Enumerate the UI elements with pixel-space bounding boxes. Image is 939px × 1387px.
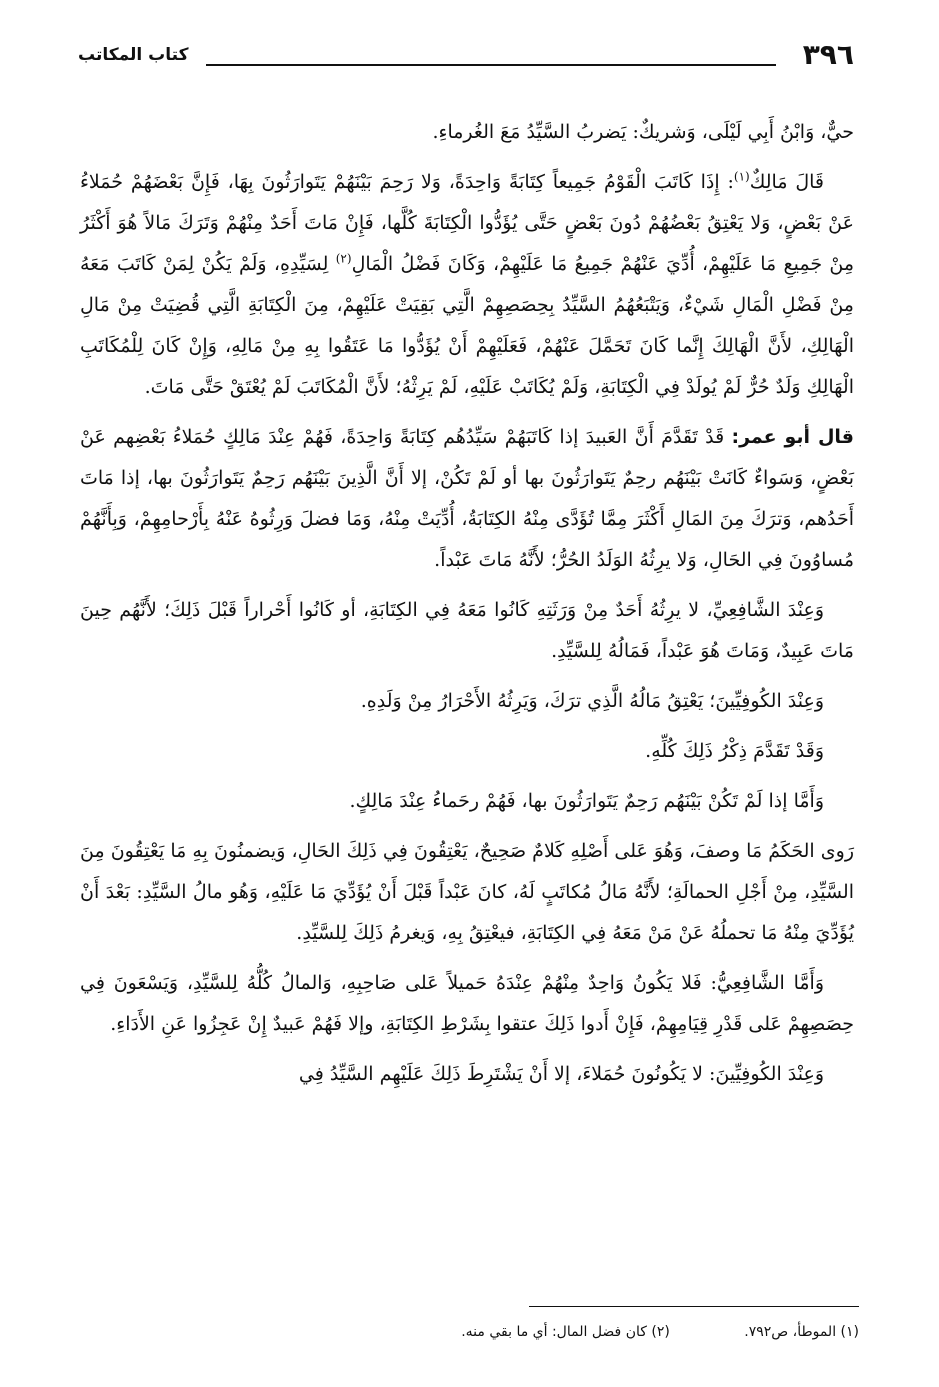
paragraph bbox=[80, 831, 854, 954]
paragraph bbox=[80, 1054, 854, 1095]
chapter-title: كتاب المكاتب bbox=[78, 45, 189, 65]
page-header bbox=[78, 38, 854, 72]
paragraph bbox=[80, 590, 854, 672]
paragraph-text: وَعِنْدَ الشَّافِعِيِّ، لا يرِثُهُ أَحَدٌ مِنْ وَرَثَتِهِ كَانُوا مَعَهُ فِي الكِتَابَةِ، أو كَانُوا أَحْراراً قَبْلَ ذَلِكَ؛ لأَنَّهُم حِينَ مَاتَ عَبِيدٌ، وَمَاتَ هُوَ عَبْداً، فَمَالُهُ لِلسَّيِّدِ. bbox=[80, 599, 854, 662]
paragraph-text: رَوى الحَكَمُ مَا وصفَ، وَهُوَ عَلى أَصْلِهِ كَلامٌ صَحِيحٌ، يَعْتِقُونَ فِي ذَلِكَ الحَالِ، وَيضمنُونَ بِهِ مَا يَعْتِقُونَ مِنَ السَّيِّدِ، مِنْ أَجْلِ الحمالَةِ؛ لأَنَّهُ مَالُ مُكاتَبٍ لَهُ، كانَ عَبْداً قَبْلَ أَنْ يُؤَدِّيَ مَا عَلَيْهِ، وَهُو مالُ السَّيِّدِ: بَعْدَ أَنْ يُؤَدِّيَ مِنْهُ مَا تحملُهُ عَنْ مَنْ مَعَهُ فِي الكِتَابَةِ، فيعْتِقُ بِهِ، وَيغرمُ ذَلِكَ لِلسَّيِّدِ. bbox=[80, 840, 854, 944]
paragraph-text: وَعِنْدَ الكُوفِيِّينَ: لا يَكُونُونَ حُمَلاءَ، إلا أَنْ يَشْتَرِطَ ذَلِكَ عَلَيْهِم السَّيِّدُ فِي bbox=[298, 1063, 824, 1085]
paragraph-text: لِسَيِّدِهِ، وَلَمْ يَكُنْ لِمَنْ كَاتَبَ مَعَهُ مِنْ فَضْلِ الْمَالِ شَيْءٌ، وَيَتْبَعُهُمُ السَّيِّدُ بِحِصَصِهِمْ الَّتِي بَقِيَتْ عَلَيْهِمْ، مِنَ الْكِتَابَةِ الَّتِي قُضِيَتْ مِنْ مَالِ الْهَالِكِ، لأَنَّ الْهَالِكَ إِنَّما كَانَ تَحَمَّلَ عَنْهُمْ، فَعَلَيْهِمْ أَنْ يُؤَدُّوا مَا عَتَقُوا بِهِ مِنْ مَالِهِ، وَإِنْ كَانَ لِلْمُكَاتَبِ الْهَالِكِ وَلَدٌ حُرٌّ لَمْ يُولَدْ فِي الْكِتَابَةِ، وَلَمْ يُكَاتَبْ عَلَيْهِ، لَمْ يَرِثْهُ؛ لأَنَّ الْمُكَاتَبَ لَمْ يُعْتَقْ حَتَّى مَاتَ. bbox=[80, 253, 854, 398]
footnotes bbox=[85, 1318, 859, 1346]
paragraph-text: قَالَ مَالِكٌ bbox=[749, 171, 825, 193]
footnote-rule bbox=[529, 1306, 859, 1307]
paragraph bbox=[80, 681, 854, 722]
header-rule bbox=[206, 64, 776, 66]
paragraph-text: حيٌّ، وَابْنُ أَبِي لَيْلَى، وَشريكٌ: يَضربُ السَّيِّدُ مَعَ الغُرماءِ. bbox=[432, 121, 854, 143]
paragraph-text: وَأَمَّا إذا لَمْ تَكُنْ بَيْنَهُم رَحِمٌ يَتَوارَثُونَ بها، فَهُمْ رحَماءُ عِنْدَ مَالِكٍ. bbox=[349, 790, 824, 812]
paragraph-abu-umar bbox=[80, 417, 854, 581]
paragraph-text: وَقَدْ تَقَدَّمَ ذِكْرُ ذَلِكَ كُلِّهِ. bbox=[645, 740, 824, 762]
footnote-ref-1[interactable]: (١) bbox=[733, 169, 750, 184]
paragraph bbox=[80, 112, 854, 153]
paragraph-text: : إِذَا كَاتَبَ الْقَوْمُ جَمِيعاً كِتَابَةً وَاحِدَةً، وَلا رَحِمَ بَيْنَهُمْ يَتَوارَثُونَ بِهَا، فَإِنَّ بَعْضَهُمْ حُمَلاءُ عَنْ بَعْضٍ، وَلا يَعْتِقُ بَعْضُهُمْ دُونَ بَعْضٍ حَتَّى يُؤَدُّوا الْكِتَابَةَ كُلَّها، فَإِنْ مَاتَ أَحَدٌ مِنْهُمْ وَتَرَكَ مَالاً هُوَ أَكْثَرُ مِنْ جَمِيعِ مَا عَلَيْهِمْ، أُدِّيَ عَنْهُمْ جَمِيعُ مَا عَلَيْهِمْ، وَكَانَ فَضْلُ الْمَالِ bbox=[80, 171, 855, 275]
paragraph-malik bbox=[80, 162, 854, 408]
footnote-1: (١) الموطأ، ص٧٩٢. bbox=[744, 1324, 859, 1340]
paragraph bbox=[80, 963, 854, 1045]
footnote-ref-2[interactable]: (٢) bbox=[335, 251, 352, 266]
footnote-2: (٢) كان فضل المال: أي ما بقي منه. bbox=[461, 1324, 670, 1340]
paragraph-text: وَأَمَّا الشَّافِعِيُّ: فَلا يَكُونُ وَاحِدٌ مِنْهُمْ عِنْدَهُ حَميلاً عَلى صَاحِبِهِ، وَالمالُ كُلُّهُ لِلسَّيِّدِ، وَيَسْعَونَ فِي حِصَصِهِمْ عَلى قَدْرِ قِيَامِهِمْ، فَإِنْ أَدوا ذَلِكَ عتقوا بِشَرْطِ الكِتَابَةِ، وإلا فَهُمْ عَبيدٌ إِنْ عَجِزُوا عَنِ الأَدَاءِ. bbox=[80, 972, 854, 1035]
paragraph-text: قَدْ تَقَدَّمَ أَنَّ العَبيدَ إذا كَاتَبَهُمْ سَيِّدُهُم كِتَابَةً وَاحِدَةً، فَهُمْ عِنْدَ مَالِكٍ حُمَلاءُ بَعْضِهم عَنْ بَعْضٍ، وَسَواءٌ كَانَتْ بَيْنَهُم رحِمٌ يَتَوارَثُونَ بها أو لَمْ تَكُنْ، إلا أَنَّ الَّذِينَ بَيْنَهُم رَحِمٌ يَتَوارَثُونَ بها، إذا مَاتَ أَحَدُهم، وَترَكَ مِنَ المَالِ أَكْثَرَ مِمَّا تُؤَدَّى مِنْهُ الكِتَابَةُ، أُدِّيَتْ مِنْهُ، وَمَا فضلَ وَرِثُوهُ عَنْهُ بِأَرْحامِهِمْ، وَبِأَنَّهُمْ مُساوُونَ فِي الحَالِ، وَلا يرِثُهُ الوَلَدُ الحُرُّ؛ لأَنَّهُ مَاتَ عَبْداً. bbox=[80, 426, 854, 571]
paragraph bbox=[80, 731, 854, 772]
speaker-label: قال أبو عمر: bbox=[731, 426, 854, 448]
page-number: ٣٩٦ bbox=[802, 38, 854, 71]
paragraph-text: وَعِنْدَ الكُوفِيِّينَ؛ يَعْتِقُ مَالُهُ الَّذِي ترَكَ، وَيَرِثُهُ الأَحْرَارُ مِنْ وَلَدِهِ. bbox=[360, 690, 824, 712]
paragraph bbox=[80, 781, 854, 822]
body-text bbox=[80, 112, 854, 1104]
